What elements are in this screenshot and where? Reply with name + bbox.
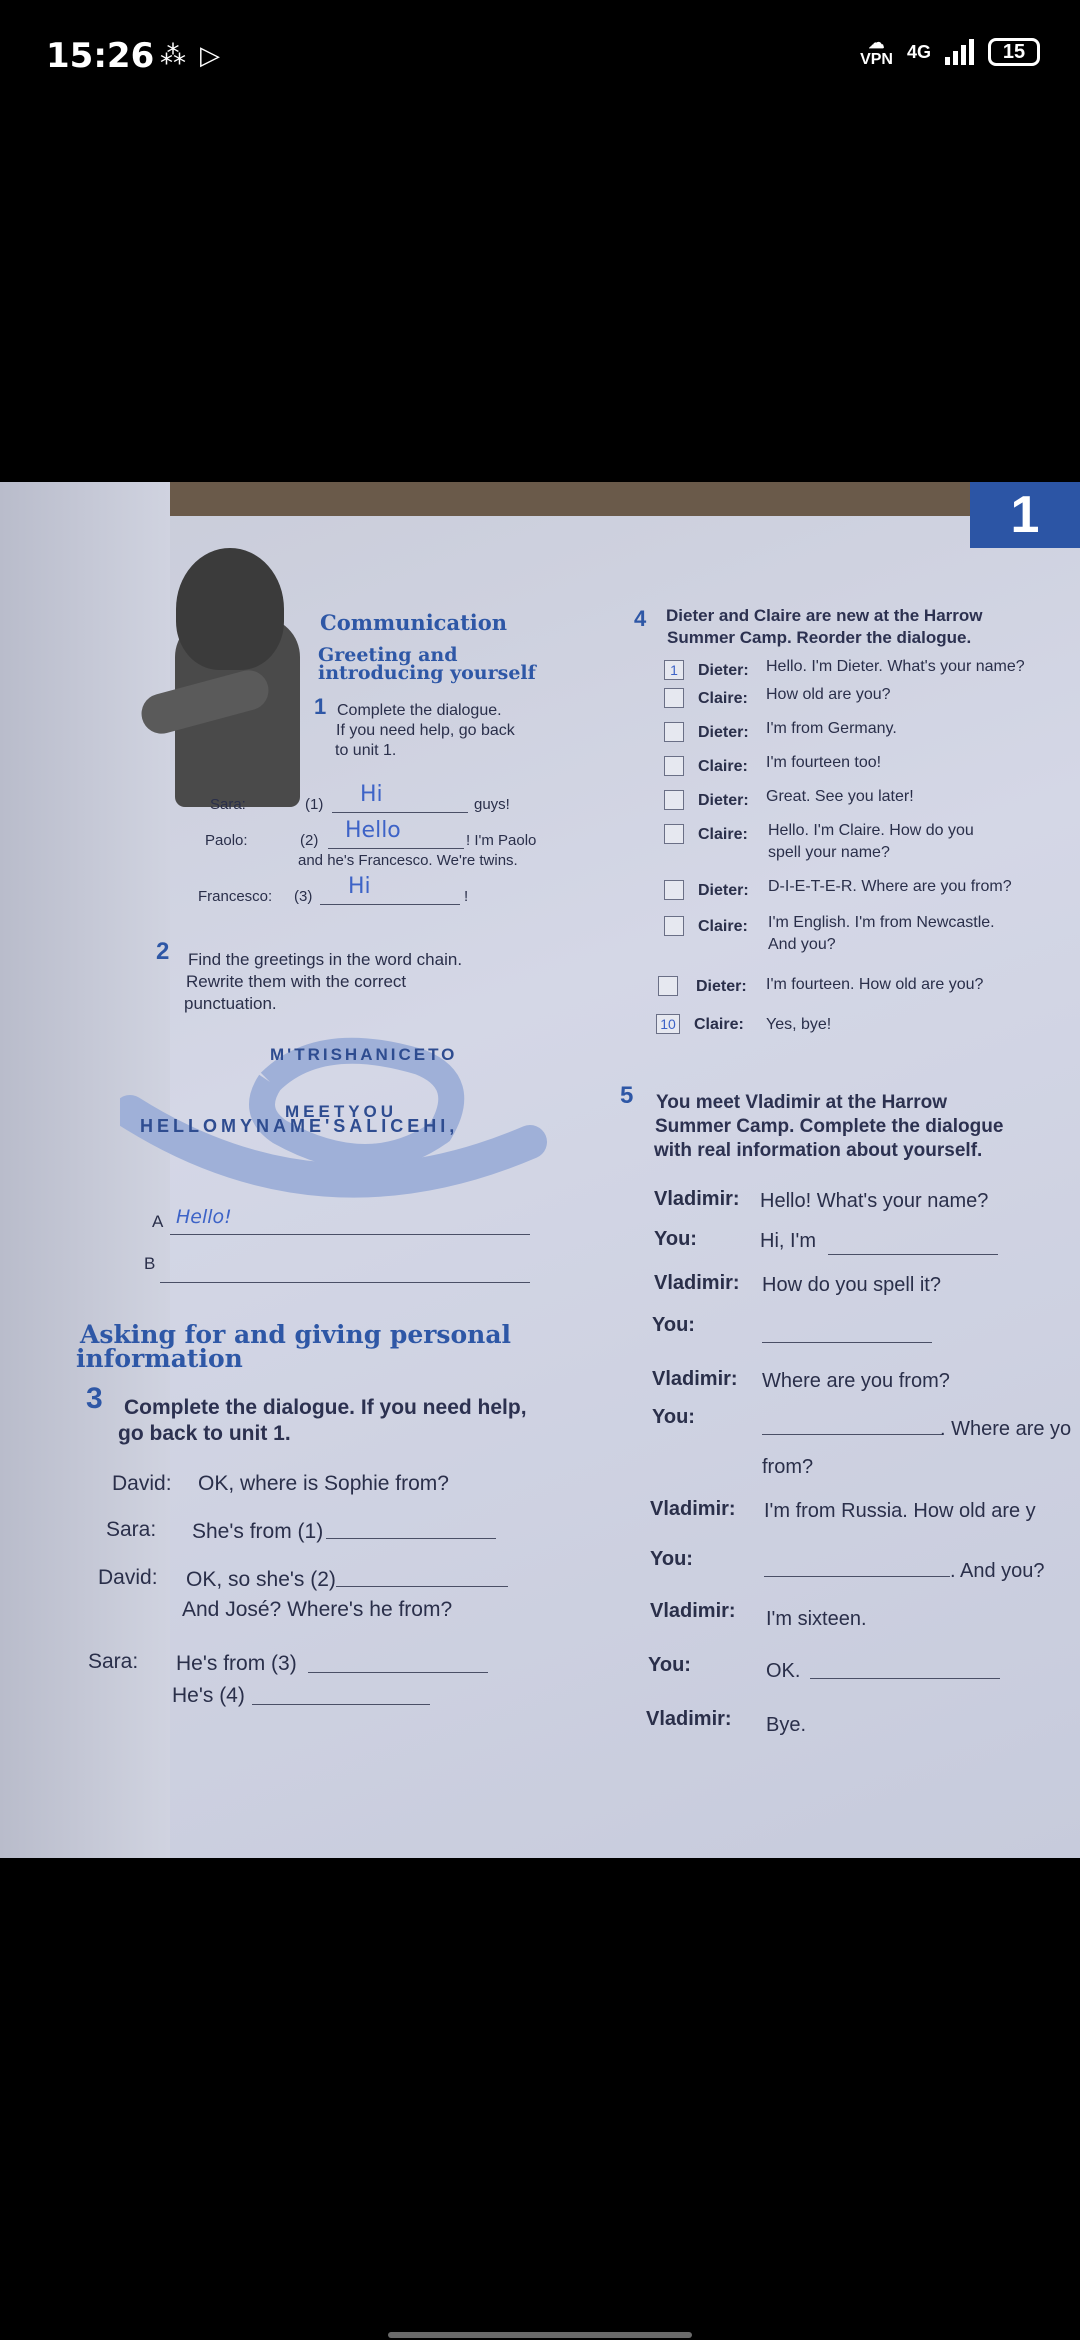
ex4-speaker: Claire:	[698, 826, 748, 843]
ex4-order-box[interactable]	[664, 790, 684, 810]
ex4-number: 4	[634, 606, 647, 631]
ex5-speaker: You:	[654, 1228, 697, 1250]
ex3-blank	[252, 1704, 430, 1705]
ex4-order-box[interactable]	[664, 916, 684, 936]
ex4-instruction: Summer Camp. Reorder the dialogue.	[667, 628, 972, 647]
ex3-text: He's (4)	[172, 1684, 245, 1707]
ex3-text: OK, so she's (2)	[186, 1568, 336, 1591]
ex4-speaker: Claire:	[698, 690, 748, 707]
personal-heading: Asking for and giving personal	[80, 1320, 512, 1349]
ex3-speaker: Sara:	[106, 1518, 157, 1541]
ex5-speaker: Vladimir:	[654, 1272, 740, 1294]
ex3-number: 3	[86, 1382, 103, 1415]
ex4-order-box[interactable]	[658, 976, 678, 996]
section-title: Communication	[320, 610, 508, 635]
ex5-text: . And you?	[950, 1560, 1045, 1582]
vpn-icon: ☁ VPN	[860, 35, 893, 68]
ex4-text-cont: And you?	[768, 936, 836, 953]
ex1-speaker: Paolo:	[205, 832, 248, 849]
ex4-text: I'm from Germany.	[766, 720, 897, 737]
ex4-text: Hello. I'm Dieter. What's your name?	[766, 658, 1025, 675]
ex4-speaker: Claire:	[698, 758, 748, 775]
ex4-speaker: Claire:	[698, 918, 748, 935]
book-page-photo	[0, 482, 1080, 1858]
ex1-blank-number: (3)	[294, 888, 313, 905]
ex5-blank	[828, 1254, 998, 1255]
ex5-speaker: You:	[648, 1654, 691, 1676]
section-subtitle: Greeting and introducing yourself	[318, 644, 536, 684]
ex1-blank	[328, 848, 464, 849]
ex1-blank	[320, 904, 460, 905]
signal-icon	[945, 39, 974, 65]
ex1-after: !	[464, 888, 469, 905]
ex1-number: 1	[314, 694, 327, 719]
ex5-text: I'm from Russia. How old are y	[764, 1500, 1036, 1522]
ex1-answer: Hello	[345, 818, 401, 843]
ex3-blank	[336, 1586, 508, 1587]
ex5-number: 5	[620, 1082, 634, 1109]
ex5-text: Bye.	[766, 1714, 807, 1736]
ex5-text: OK.	[766, 1660, 801, 1682]
ex2-a-label: A	[152, 1212, 164, 1231]
ex5-blank	[762, 1342, 932, 1343]
ex4-order-box[interactable]	[664, 756, 684, 776]
ex5-speaker: Vladimir:	[650, 1600, 736, 1622]
personal-heading: information	[76, 1344, 243, 1373]
ex2-b-blank	[160, 1282, 530, 1283]
notification-icon: ⁂	[160, 40, 186, 70]
word-chain-outer: HELLOMYNAME'SALICEHI,	[140, 1116, 459, 1136]
ex4-text: I'm fourteen too!	[766, 754, 882, 771]
ex2-instruction: Rewrite them with the correct	[186, 972, 407, 991]
ex3-blank	[308, 1672, 488, 1673]
ex4-text: Hello. I'm Claire. How do you	[768, 822, 974, 839]
ex3-text: She's from (1)	[192, 1520, 324, 1543]
ex5-speaker: You:	[652, 1406, 695, 1428]
battery-icon: 15	[988, 38, 1040, 66]
ex2-a-blank	[170, 1234, 530, 1235]
ex4-order-box[interactable]	[664, 722, 684, 742]
ex3-text: And José? Where's he from?	[182, 1598, 453, 1621]
ex4-order-box[interactable]: 1	[664, 660, 684, 680]
ex5-instruction: Summer Camp. Complete the dialogue	[655, 1116, 1004, 1137]
ex5-speaker: Vladimir:	[650, 1498, 736, 1520]
ex5-text: How do you spell it?	[762, 1274, 941, 1296]
clock: 15:26	[46, 36, 155, 76]
ex2-instruction: Find the greetings in the word chain.	[188, 950, 463, 969]
ex5-instruction: You meet Vladimir at the Harrow	[656, 1092, 948, 1113]
ex3-text: He's from (3)	[176, 1652, 297, 1675]
ex1-instruction: Complete the dialogue.	[337, 702, 502, 719]
ex3-blank	[326, 1538, 496, 1539]
home-indicator[interactable]	[388, 2332, 692, 2338]
word-chain-arc: M'TRISHANICETO	[270, 1045, 458, 1064]
ex1-answer: Hi	[348, 874, 371, 899]
ex1-blank-number: (1)	[305, 796, 324, 813]
ex4-text-cont: spell your name?	[768, 844, 890, 861]
ex3-instruction: go back to unit 1.	[118, 1422, 291, 1445]
ex5-speaker: Vladimir:	[652, 1368, 738, 1390]
ex3-speaker: David:	[112, 1472, 172, 1495]
ex5-instruction: with real information about yourself.	[654, 1140, 983, 1161]
ex4-order-box[interactable]	[664, 824, 684, 844]
word-chain-inner: MEETYOU	[285, 1102, 398, 1121]
ex4-speaker: Dieter:	[698, 724, 749, 741]
ex2-instruction: punctuation.	[184, 994, 277, 1013]
ex5-speaker: Vladimir:	[646, 1708, 732, 1730]
ex4-text: Yes, bye!	[766, 1016, 832, 1033]
play-icon: ▷	[200, 40, 220, 70]
ex5-speaker: You:	[650, 1548, 693, 1570]
ex3-instruction: Complete the dialogue. If you need help,	[124, 1396, 527, 1419]
ex5-text: Hello! What's your name?	[760, 1190, 989, 1212]
ex5-text: . Where are yo	[940, 1418, 1072, 1440]
table-surface	[160, 482, 980, 516]
ex4-text: I'm fourteen. How old are you?	[766, 976, 984, 993]
ex4-instruction: Dieter and Claire are new at the Harrow	[666, 606, 983, 625]
ex4-speaker: Claire:	[694, 1016, 744, 1033]
ex4-text: How old are you?	[766, 686, 891, 703]
ex4-speaker: Dieter:	[698, 792, 749, 809]
ex5-text: I'm sixteen.	[766, 1608, 867, 1630]
ex1-speaker: Sara:	[210, 796, 246, 813]
ex1-continuation: and he's Francesco. We're twins.	[298, 852, 518, 869]
ex4-text: I'm English. I'm from Newcastle.	[768, 914, 995, 931]
ex4-order-box[interactable]	[664, 688, 684, 708]
ex2-b-label: B	[144, 1254, 156, 1273]
ex1-instruction: If you need help, go back	[336, 722, 515, 739]
ex4-speaker: Dieter:	[696, 978, 747, 995]
ex5-blank	[810, 1678, 1000, 1679]
network-type: 4G	[906, 41, 931, 62]
ex5-speaker: Vladimir:	[654, 1188, 740, 1210]
ex3-speaker: Sara:	[88, 1650, 139, 1673]
ex5-text: Hi, I'm	[760, 1230, 817, 1252]
ex4-text: Great. See you later!	[766, 788, 914, 805]
ex5-blank	[764, 1576, 950, 1577]
ex4-text: D-I-E-T-E-R. Where are you from?	[768, 878, 1012, 895]
ex3-text: OK, where is Sophie from?	[198, 1472, 449, 1495]
ex2-number: 2	[156, 938, 170, 965]
ex4-order-box[interactable]: 10	[656, 1014, 680, 1034]
status-bar	[0, 0, 1080, 110]
ex4-speaker: Dieter:	[698, 882, 749, 899]
status-icons	[860, 36, 1040, 68]
ex5-text: from?	[762, 1456, 814, 1478]
ex1-after: ! I'm Paolo	[466, 832, 537, 849]
ex5-blank	[762, 1434, 942, 1435]
word-chain	[120, 1022, 550, 1222]
ex4-speaker: Dieter:	[698, 662, 749, 679]
ex1-blank	[332, 812, 468, 813]
ex2-a-answer: Hello!	[176, 1206, 232, 1228]
ex1-answer: Hi	[360, 782, 383, 807]
unit-tab: 1	[970, 482, 1080, 548]
boy-photo-head	[176, 548, 284, 670]
ex3-speaker: David:	[98, 1566, 158, 1589]
ex1-instruction: to unit 1.	[335, 742, 397, 759]
ex1-blank-number: (2)	[300, 832, 319, 849]
ex5-text: Where are you from?	[762, 1370, 950, 1392]
ex1-after: guys!	[474, 796, 510, 813]
ex4-order-box[interactable]	[664, 880, 684, 900]
ex1-speaker: Francesco:	[198, 888, 273, 905]
ex5-speaker: You:	[652, 1314, 695, 1336]
